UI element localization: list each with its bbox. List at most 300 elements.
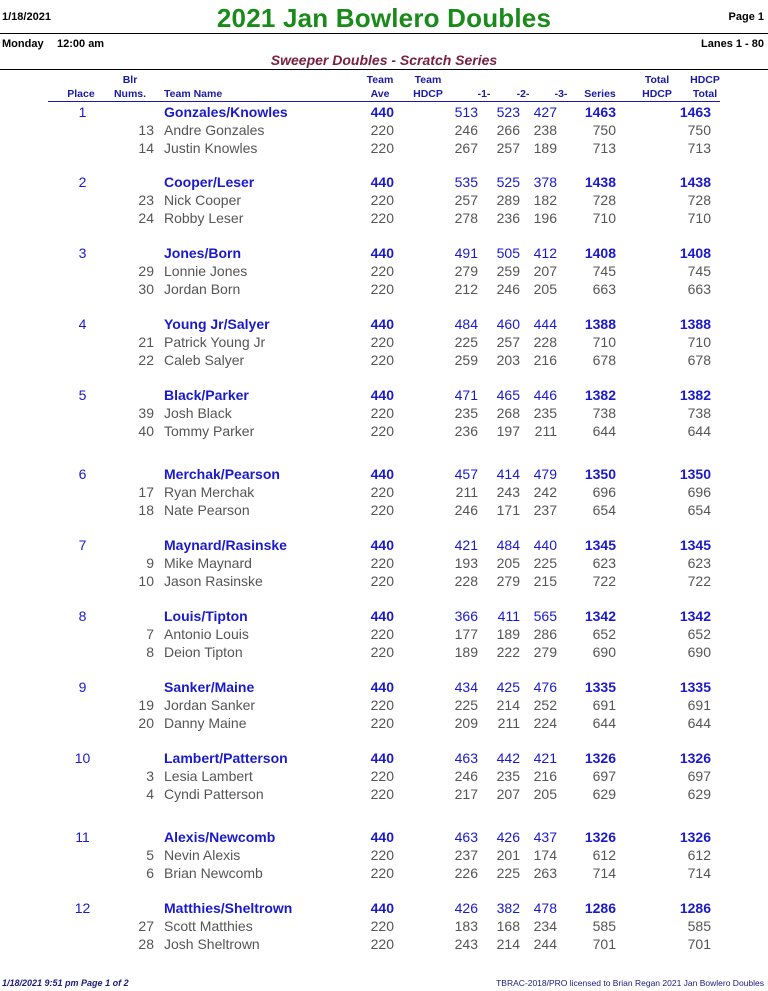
bowler-hdcp-total: 644	[687, 714, 711, 731]
bowler-average: 220	[370, 768, 394, 784]
team-place: 6	[78, 466, 87, 482]
bowler-hdcp-total: 701	[687, 935, 711, 952]
bowler-series: 714	[592, 864, 616, 881]
bowler-name: Danny Maine	[164, 714, 247, 731]
bowler-name: Robby Leser	[164, 209, 244, 226]
team-game-1: 513	[454, 104, 478, 120]
bowler-number: 9	[146, 555, 154, 571]
team-hdcp-total: 1382	[679, 387, 711, 403]
team-game-1: 463	[454, 829, 478, 845]
bowler-game-2: 214	[496, 935, 520, 952]
bowler-game-2: 211	[497, 714, 520, 731]
team-game-2: 505	[496, 245, 520, 261]
bowler-row	[0, 864, 768, 882]
team-name: Alexis/Newcomb	[164, 829, 276, 845]
bowler-average: 220	[370, 572, 394, 589]
team-hdcp-total: 1438	[679, 174, 711, 190]
bowler-hdcp-total: 652	[687, 626, 711, 642]
team-game-2: 442	[496, 750, 520, 766]
bowler-row	[0, 262, 768, 280]
bowler-number: 8	[146, 643, 154, 660]
bowler-average: 220	[370, 405, 394, 421]
bowler-average: 220	[370, 351, 394, 368]
team-row	[0, 678, 768, 696]
bowler-game-3: 189	[533, 139, 557, 156]
team-row	[0, 828, 768, 846]
bowler-game-1: 217	[454, 785, 478, 802]
bowler-game-2: 266	[496, 122, 520, 138]
bowler-number: 23	[138, 192, 154, 208]
bowler-number: 6	[146, 864, 154, 881]
bowler-name: Nate Pearson	[164, 501, 250, 518]
bowler-number: 24	[138, 209, 154, 226]
team-place: 1	[78, 104, 87, 120]
bowler-number: 18	[138, 501, 154, 518]
bowler-game-2: 214	[496, 697, 520, 713]
team-place: 5	[78, 387, 87, 403]
bowler-name: Justin Knowles	[164, 139, 258, 156]
bowler-row	[0, 191, 768, 209]
team-hdcp-total: 1350	[679, 466, 711, 482]
bowler-hdcp-total: 713	[687, 139, 711, 156]
team-name: Black/Parker	[164, 387, 249, 403]
bowler-average: 220	[370, 626, 394, 642]
team-game-2: 484	[496, 537, 520, 553]
team-average: 440	[370, 245, 394, 261]
bowler-average: 220	[370, 192, 394, 208]
col-blr-bottom: Nums.	[113, 88, 147, 100]
team-game-3: 478	[533, 900, 557, 916]
team-average: 440	[370, 900, 394, 916]
team-block	[0, 536, 768, 602]
team-name: Jones/Born	[164, 245, 242, 261]
team-hdcp-total: 1335	[679, 679, 711, 695]
bowler-average: 220	[370, 918, 394, 934]
col-team-ave-top: Team	[366, 74, 394, 86]
team-series: 1286	[584, 900, 616, 916]
bowler-game-2: 205	[496, 555, 520, 571]
bowler-game-1: 193	[454, 555, 478, 571]
team-place: 7	[78, 537, 87, 553]
bowler-number: 7	[146, 626, 154, 642]
team-series: 1408	[584, 245, 616, 261]
bowler-series: 612	[592, 847, 616, 863]
bowler-game-1: 243	[454, 935, 478, 952]
bowler-average: 220	[370, 555, 394, 571]
bowler-game-3: 225	[533, 555, 557, 571]
team-series: 1326	[584, 829, 616, 845]
bowler-game-2: 201	[496, 847, 520, 863]
bowler-game-1: 246	[454, 122, 478, 138]
bowler-game-2: 189	[496, 626, 520, 642]
bowler-row	[0, 625, 768, 643]
team-name: Merchak/Pearson	[164, 466, 280, 482]
team-game-3: 565	[533, 608, 557, 624]
bowler-average: 220	[370, 935, 394, 952]
bowler-series: 701	[592, 935, 616, 952]
team-block	[0, 749, 768, 815]
col-game-3: -3-	[554, 88, 568, 100]
bowler-number: 10	[138, 572, 154, 589]
bowler-name: Deion Tipton	[164, 643, 243, 660]
bowler-row	[0, 935, 768, 953]
team-game-3: 446	[533, 387, 557, 403]
bowler-number: 14	[138, 139, 154, 156]
team-game-3: 444	[533, 316, 557, 332]
team-place: 12	[74, 900, 91, 916]
team-place: 4	[78, 316, 87, 332]
team-game-1: 457	[454, 466, 478, 482]
team-block	[0, 315, 768, 381]
bowler-game-3: 244	[533, 935, 557, 952]
bowler-hdcp-total: 623	[687, 555, 711, 571]
bowler-game-2: 257	[496, 334, 520, 350]
bowler-hdcp-total: 678	[687, 351, 711, 368]
team-game-3: 440	[533, 537, 557, 553]
team-hdcp-total: 1463	[679, 104, 711, 120]
bowler-name: Nick Cooper	[164, 192, 242, 208]
team-row	[0, 607, 768, 625]
bowler-game-1: 279	[454, 263, 478, 279]
bowler-name: Brian Newcomb	[164, 864, 263, 881]
bowler-number: 39	[138, 405, 154, 421]
bowler-hdcp-total: 585	[687, 918, 711, 934]
bowler-row	[0, 121, 768, 139]
team-hdcp-total: 1342	[679, 608, 711, 624]
team-row	[0, 315, 768, 333]
bowler-game-2: 207	[496, 785, 520, 802]
bowler-row	[0, 501, 768, 519]
bowler-name: Tommy Parker	[164, 422, 255, 439]
lanes-range: Lanes 1 - 80	[701, 38, 764, 50]
bowler-name: Lonnie Jones	[164, 263, 248, 279]
bowler-game-3: 252	[533, 697, 557, 713]
col-hdcp-total-bottom: Total	[692, 88, 718, 100]
bowler-game-1: 259	[454, 351, 478, 368]
bowler-game-1: 237	[454, 847, 478, 863]
team-series: 1438	[584, 174, 616, 190]
bowler-series: 663	[592, 280, 616, 297]
team-game-2: 382	[496, 900, 520, 916]
team-game-1: 426	[454, 900, 478, 916]
team-block	[0, 899, 768, 965]
team-game-3: 427	[533, 104, 557, 120]
bowler-series: 644	[592, 422, 616, 439]
bowler-series: 654	[592, 501, 616, 518]
team-game-3: 412	[533, 245, 557, 261]
bowler-name: Josh Sheltrown	[164, 935, 260, 952]
team-average: 440	[370, 750, 394, 766]
team-place: 2	[78, 174, 87, 190]
bowler-hdcp-total: 644	[687, 422, 711, 439]
team-game-2: 414	[496, 466, 520, 482]
team-game-1: 484	[454, 316, 478, 332]
bowler-game-3: 205	[533, 280, 557, 297]
bowler-hdcp-total: 690	[687, 643, 711, 660]
bowler-game-2: 259	[496, 263, 520, 279]
bowler-name: Lesia Lambert	[164, 768, 253, 784]
bowler-series: 690	[592, 643, 616, 660]
team-row	[0, 465, 768, 483]
team-average: 440	[370, 387, 394, 403]
bowler-number: 17	[138, 484, 154, 500]
team-row	[0, 244, 768, 262]
team-place: 8	[78, 608, 87, 624]
bowler-series: 697	[592, 768, 616, 784]
bowler-average: 220	[370, 847, 394, 863]
team-hdcp-total: 1388	[679, 316, 711, 332]
bowler-average: 220	[370, 280, 394, 297]
bowler-name: Scott Matthies	[164, 918, 253, 934]
bowler-game-3: 216	[533, 768, 557, 784]
bowler-game-3: 234	[533, 918, 557, 934]
bowler-game-1: 226	[454, 864, 478, 881]
team-row	[0, 536, 768, 554]
bowler-game-1: 225	[454, 334, 478, 350]
bowler-hdcp-total: 710	[687, 334, 711, 350]
team-game-1: 535	[454, 174, 478, 190]
bowler-number: 5	[146, 847, 154, 863]
col-game-1: -1-	[477, 88, 491, 100]
bowler-number: 22	[138, 351, 154, 368]
bowler-game-1: 212	[454, 280, 478, 297]
col-place: Place	[67, 88, 95, 100]
bowler-average: 220	[370, 864, 394, 881]
team-game-3: 437	[533, 829, 557, 845]
bowler-game-1: 225	[454, 697, 478, 713]
bowler-game-3: 196	[533, 209, 557, 226]
report-day: Monday	[2, 38, 44, 50]
bowler-name: Patrick Young Jr	[164, 334, 266, 350]
bowler-row	[0, 714, 768, 732]
event-subtitle: Sweeper Doubles - Scratch Series	[270, 52, 498, 68]
bowler-game-1: 257	[454, 192, 478, 208]
team-block	[0, 173, 768, 239]
team-hdcp-total: 1345	[679, 537, 711, 553]
bowler-game-3: 235	[533, 405, 557, 421]
col-series: Series	[584, 88, 616, 100]
bowler-name: Andre Gonzales	[164, 122, 265, 138]
team-name: Sanker/Maine	[164, 679, 255, 695]
bowler-average: 220	[370, 697, 394, 713]
bowler-number: 28	[138, 935, 154, 952]
bowler-hdcp-total: 612	[687, 847, 711, 863]
bowler-hdcp-total: 710	[687, 209, 711, 226]
bowler-number: 27	[138, 918, 154, 934]
bowler-series: 738	[592, 405, 616, 421]
bowler-average: 220	[370, 139, 394, 156]
team-game-2: 465	[496, 387, 520, 403]
bowler-game-2: 225	[496, 864, 520, 881]
bowler-row	[0, 767, 768, 785]
bowler-name: Josh Black	[164, 405, 232, 421]
bowler-game-1: 246	[454, 768, 478, 784]
team-game-1: 434	[454, 679, 478, 695]
bowler-row	[0, 422, 768, 440]
team-name: Lambert/Patterson	[164, 750, 288, 766]
team-block	[0, 828, 768, 894]
team-game-1: 421	[454, 537, 478, 553]
bowler-game-3: 215	[533, 572, 557, 589]
team-game-1: 463	[454, 750, 478, 766]
page-number: Page 1	[728, 11, 764, 23]
bowler-game-2: 268	[496, 405, 520, 421]
team-row	[0, 386, 768, 404]
bowler-name: Mike Maynard	[164, 555, 252, 571]
team-name: Young Jr/Salyer	[164, 316, 270, 332]
team-row	[0, 749, 768, 767]
bowler-game-1: 183	[454, 918, 478, 934]
team-block	[0, 244, 768, 310]
bowler-row	[0, 483, 768, 501]
bowler-series: 710	[592, 334, 616, 350]
team-average: 440	[370, 608, 394, 624]
bowler-number: 30	[138, 280, 154, 297]
bowler-hdcp-total: 663	[687, 280, 711, 297]
team-series: 1463	[584, 104, 616, 120]
bowler-number: 19	[138, 697, 154, 713]
bowler-series: 745	[592, 263, 616, 279]
bowler-game-2: 222	[496, 643, 520, 660]
bowler-series: 644	[592, 714, 616, 731]
bowler-series: 678	[592, 351, 616, 368]
subtitle-divider	[0, 69, 768, 70]
header-divider	[0, 33, 768, 34]
bowler-row	[0, 351, 768, 369]
team-average: 440	[370, 829, 394, 845]
team-block	[0, 465, 768, 531]
bowler-game-3: 242	[533, 484, 557, 500]
team-place: 3	[78, 245, 87, 261]
bowler-game-3: 286	[533, 626, 557, 642]
bowler-game-3: 174	[533, 847, 557, 863]
bowler-row	[0, 785, 768, 803]
bowler-series: 728	[592, 192, 616, 208]
team-hdcp-total: 1326	[679, 750, 711, 766]
bowler-average: 220	[370, 785, 394, 802]
bowler-game-1: 267	[454, 139, 478, 156]
team-average: 440	[370, 316, 394, 332]
bowler-hdcp-total: 745	[687, 263, 711, 279]
bowler-average: 220	[370, 714, 394, 731]
report-date: 1/18/2021	[2, 11, 51, 23]
bowler-hdcp-total: 728	[687, 192, 711, 208]
bowler-game-2: 197	[496, 422, 520, 439]
team-average: 440	[370, 537, 394, 553]
team-game-1: 491	[454, 245, 478, 261]
team-series: 1388	[584, 316, 616, 332]
bowler-game-1: 278	[454, 209, 478, 226]
bowler-name: Jordan Born	[164, 280, 241, 297]
bowler-hdcp-total: 750	[687, 122, 711, 138]
bowler-series: 710	[592, 209, 616, 226]
col-total-hdcp-bottom: HDCP	[642, 88, 672, 100]
bowler-row	[0, 696, 768, 714]
bowler-row	[0, 209, 768, 227]
bowler-game-1: 211	[455, 484, 478, 500]
bowler-name: Nevin Alexis	[164, 847, 241, 863]
team-hdcp-total: 1326	[679, 829, 711, 845]
team-average: 440	[370, 104, 394, 120]
bowler-row	[0, 139, 768, 157]
col-team-hdcp-top: Team	[414, 74, 442, 86]
bowler-average: 220	[370, 263, 394, 279]
bowler-game-2: 289	[496, 192, 520, 208]
bowler-name: Jordan Sanker	[164, 697, 256, 713]
team-hdcp-total: 1286	[679, 900, 711, 916]
bowler-row	[0, 643, 768, 661]
bowler-game-3: 237	[533, 501, 557, 518]
bowler-series: 750	[592, 122, 616, 138]
team-series: 1350	[584, 466, 616, 482]
bowler-row	[0, 572, 768, 590]
team-place: 9	[78, 679, 87, 695]
col-game-2: -2-	[516, 88, 530, 100]
team-game-3: 378	[533, 174, 557, 190]
bowler-game-3: 207	[533, 263, 557, 279]
bowler-game-3: 228	[533, 334, 557, 350]
bowler-game-2: 236	[496, 209, 520, 226]
bowler-game-2: 279	[496, 572, 520, 589]
bowler-series: 585	[592, 918, 616, 934]
bowler-name: Cyndi Patterson	[164, 785, 264, 802]
bowler-game-2: 243	[496, 484, 520, 500]
bowler-game-2: 171	[496, 501, 520, 518]
report-title: 2021 Jan Bowlero Doubles	[216, 3, 552, 33]
bowler-average: 220	[370, 484, 394, 500]
bowler-average: 220	[370, 334, 394, 350]
bowler-game-3: 279	[533, 643, 557, 660]
bowler-average: 220	[370, 643, 394, 660]
bowler-hdcp-total: 697	[687, 768, 711, 784]
bowler-number: 29	[138, 263, 154, 279]
bowler-row	[0, 333, 768, 351]
team-game-2: 425	[496, 679, 520, 695]
footer-timestamp: 1/18/2021 9:51 pm Page 1 of 2	[2, 978, 129, 988]
bowler-name: Antonio Louis	[164, 626, 249, 642]
team-game-3: 421	[533, 750, 557, 766]
team-game-2: 460	[496, 316, 520, 332]
team-series: 1326	[584, 750, 616, 766]
bowler-series: 691	[592, 697, 616, 713]
bowler-series: 713	[592, 139, 616, 156]
col-total-hdcp-top: Total	[644, 74, 670, 86]
bowler-game-2: 168	[496, 918, 520, 934]
bowler-game-3: 238	[533, 122, 557, 138]
bowler-hdcp-total: 696	[687, 484, 711, 500]
bowler-series: 696	[592, 484, 616, 500]
team-block	[0, 103, 768, 169]
bowler-series: 623	[592, 555, 616, 571]
bowler-average: 220	[370, 209, 394, 226]
bowler-average: 220	[370, 122, 394, 138]
bowler-name: Jason Rasinske	[164, 572, 263, 589]
bowler-hdcp-total: 738	[687, 405, 711, 421]
team-series: 1345	[584, 537, 616, 553]
bowler-number: 4	[146, 785, 154, 802]
bowler-game-1: 228	[454, 572, 478, 589]
team-name: Matthies/Sheltrown	[164, 900, 293, 916]
bowler-game-3: 211	[534, 422, 557, 439]
bowler-row	[0, 554, 768, 572]
team-block	[0, 678, 768, 744]
bowler-series: 722	[592, 572, 616, 589]
bowler-game-3: 182	[533, 192, 557, 208]
team-game-2: 523	[496, 104, 520, 120]
bowler-series: 652	[592, 626, 616, 642]
col-team-hdcp-bottom: HDCP	[413, 88, 443, 100]
team-game-1: 366	[454, 608, 478, 624]
